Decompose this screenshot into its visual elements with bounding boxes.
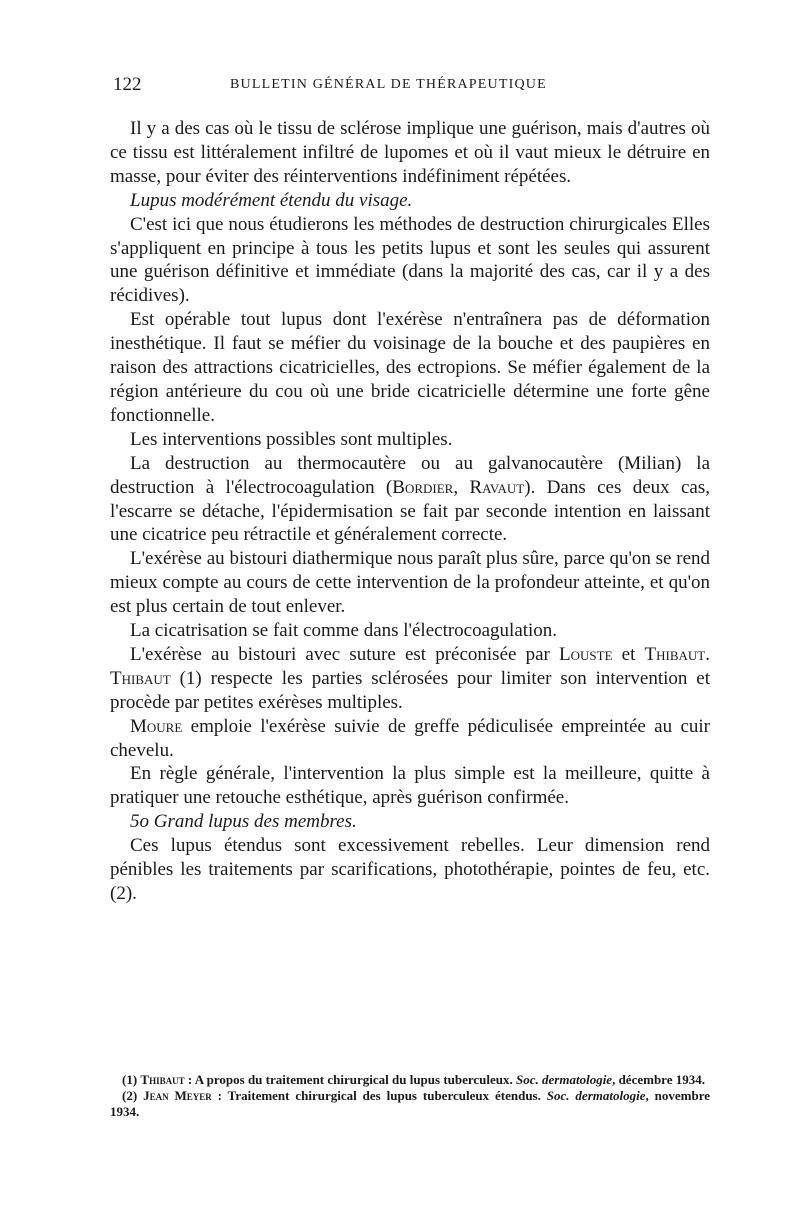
- text-run: ). Dans ces deux cas, l'escarre se détache, l'épidermisation se fait par seconde intention en laissant une cicatrice peu rétractile et généralement correcte.: [110, 476, 710, 546]
- paragraph: L'exérèse au bistouri diathermique nous paraît plus sûre, parce qu'on se rend mieux compte au cours de cette intervention de la profondeur atteinte, et qu'on est plus certain de tout enlever.: [110, 548, 710, 618]
- footnote-mark: (1): [122, 1072, 141, 1087]
- author-name: Thibaut: [110, 667, 171, 689]
- paragraph: La cicatrisation se fait comme dans l'électrocoagulation.: [130, 620, 558, 642]
- paragraph: Les interventions possibles sont multiples.: [130, 428, 453, 450]
- text-run: .: [705, 643, 710, 665]
- author-name: Moure: [130, 715, 183, 737]
- author-name: Thibaut: [644, 643, 706, 665]
- paragraph: Est opérable tout lupus dont l'exérèse n'entraînera pas de déformation inesthétique. Il faut se méfier du voisinage de la bouche et des paupières en raison des attractions cicatricielles, des ectropions. Se méfier également de la région antérieure du cou où une bride cicatricielle détermine une forte gêne fonctionnelle.: [110, 309, 710, 426]
- page-number: 122: [113, 74, 142, 95]
- text-run: : A propos du traitement chirurgical du lupus tuberculeux.: [184, 1072, 517, 1087]
- text-run: et: [612, 643, 645, 665]
- section-heading: Lupus modérément étendu du visage.: [130, 189, 413, 211]
- text-run: , novembre 1934.: [110, 1088, 710, 1119]
- paragraph: Ces lupus étendus sont excessivement rebelles. Leur dimension rend pénibles les traitements par scarifications, photothérapie, pointes de feu, etc. (2).: [110, 835, 710, 904]
- author-name: Bordier: [392, 476, 454, 498]
- journal-name: Soc. dermatologie: [546, 1088, 646, 1103]
- page-header: [113, 74, 713, 100]
- text-run: (1) respecte les parties sclérosées pour limiter son intervention et procède par petites exérèses multiples.: [110, 667, 710, 713]
- footnote: [110, 1088, 710, 1120]
- footnotes: [110, 1072, 710, 1120]
- author-name: Jean Meyer: [143, 1088, 212, 1103]
- author-name: Ravaut: [469, 476, 525, 498]
- paragraph: [110, 643, 710, 715]
- paragraph: En règle générale, l'intervention la plus simple est la meilleure, quitte à pratiquer une retouche esthétique, après guérison confirmée.: [110, 763, 710, 809]
- author-name: Louste: [559, 643, 613, 665]
- section-heading: 5o Grand lupus des membres.: [130, 811, 357, 833]
- text-run: : Traitement chirurgical des lupus tuberculeux étendus.: [211, 1088, 547, 1103]
- paragraph: Il y a des cas où le tissu de sclérose implique une guérison, mais d'autres où ce tissu est littéralement infiltré de lupomes et où il vaut mieux le détruire en masse, pour éviter des réinterventions indéfiniment répétées.: [110, 118, 710, 187]
- paragraph: [110, 452, 710, 548]
- author-name: Thibaut: [140, 1072, 185, 1087]
- text-run: , décembre 1934.: [612, 1072, 705, 1087]
- paragraph: C'est ici que nous étudierons les méthodes de destruction chirurgicales Elles s'appliquent en principe à tous les petits lupus et sont les seules qui assurent une guérison définitive et immédiate (dans la majorité des cas, car il y a des récidives).: [110, 213, 710, 307]
- text-run: La destruction au thermocautère ou au galvanocautère (Milian) la destruction à l'électrocoagulation (: [110, 452, 710, 498]
- footnote: [110, 1072, 710, 1088]
- text-run: ,: [453, 476, 470, 498]
- journal-name: Soc. dermatologie: [516, 1072, 613, 1087]
- footnote-mark: (2): [122, 1088, 144, 1103]
- paragraph: [110, 715, 710, 763]
- text-run: emploie l'exérèse suivie de greffe pédiculisée empreintée au cuir chevelu.: [110, 715, 710, 761]
- text-run: L'exérèse au bistouri avec suture est préconisée par: [130, 643, 560, 665]
- body-text: [110, 117, 710, 906]
- running-title: BULLETIN GÉNÉRAL DE THÉRAPEUTIQUE: [230, 77, 547, 92]
